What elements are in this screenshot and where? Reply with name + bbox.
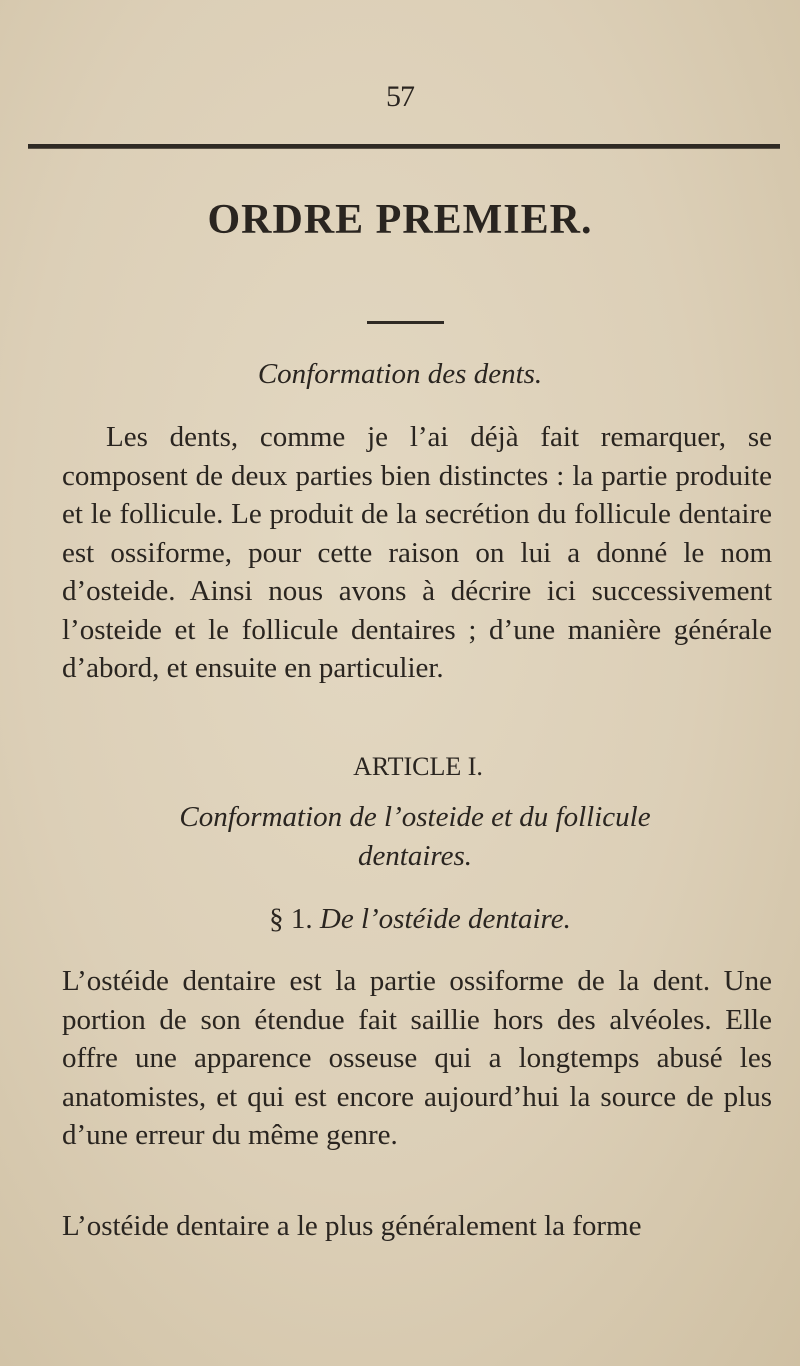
header-rule: [28, 144, 780, 149]
article-subtitle: [0, 798, 800, 876]
paragraph-forme: L’ostéide dentaire a le plus généralement la forme: [62, 1210, 642, 1242]
article-subtitle-line-2: dentaires.: [357, 840, 473, 872]
section-title: Conformation des dents.: [257, 358, 543, 390]
page-number: 57: [386, 80, 414, 113]
article-subtitle-line-1: Conformation de l’osteide et du follicule: [179, 801, 651, 833]
subsection-number: § 1.: [269, 903, 313, 935]
paragraph-osteide: L’ostéide dentaire est la partie ossiforme de la dent. Une portion de son étendue fait saillie hors des alvéoles. Elle offre une apparence osseuse qui a longtemps abusé les anatomistes, et qui est encore aujourd’hui la source de plus d’une erreur du même genre.: [62, 965, 772, 1151]
subsection-title: De l’ostéide dentaire.: [319, 903, 571, 935]
paragraph-intro: Les dents, comme je l’ai déjà fait remarquer, se composent de deux parties bien distinctes : la partie produite et le follicule. Le produit de la secrétion du follicule dentaire est ossiforme, pour cette raison on lui a donné le nom d’osteide. Ainsi nous avons à décrire ici successivement l’osteide et le follicule dentaires ; d’une manière générale d’abord, et ensuite en particulier.: [62, 421, 772, 684]
article-heading: ARTICLE I.: [353, 752, 483, 781]
chapter-title: ORDRE PREMIER.: [207, 197, 593, 243]
subsection-heading: [0, 903, 800, 936]
section-divider: [367, 321, 444, 324]
